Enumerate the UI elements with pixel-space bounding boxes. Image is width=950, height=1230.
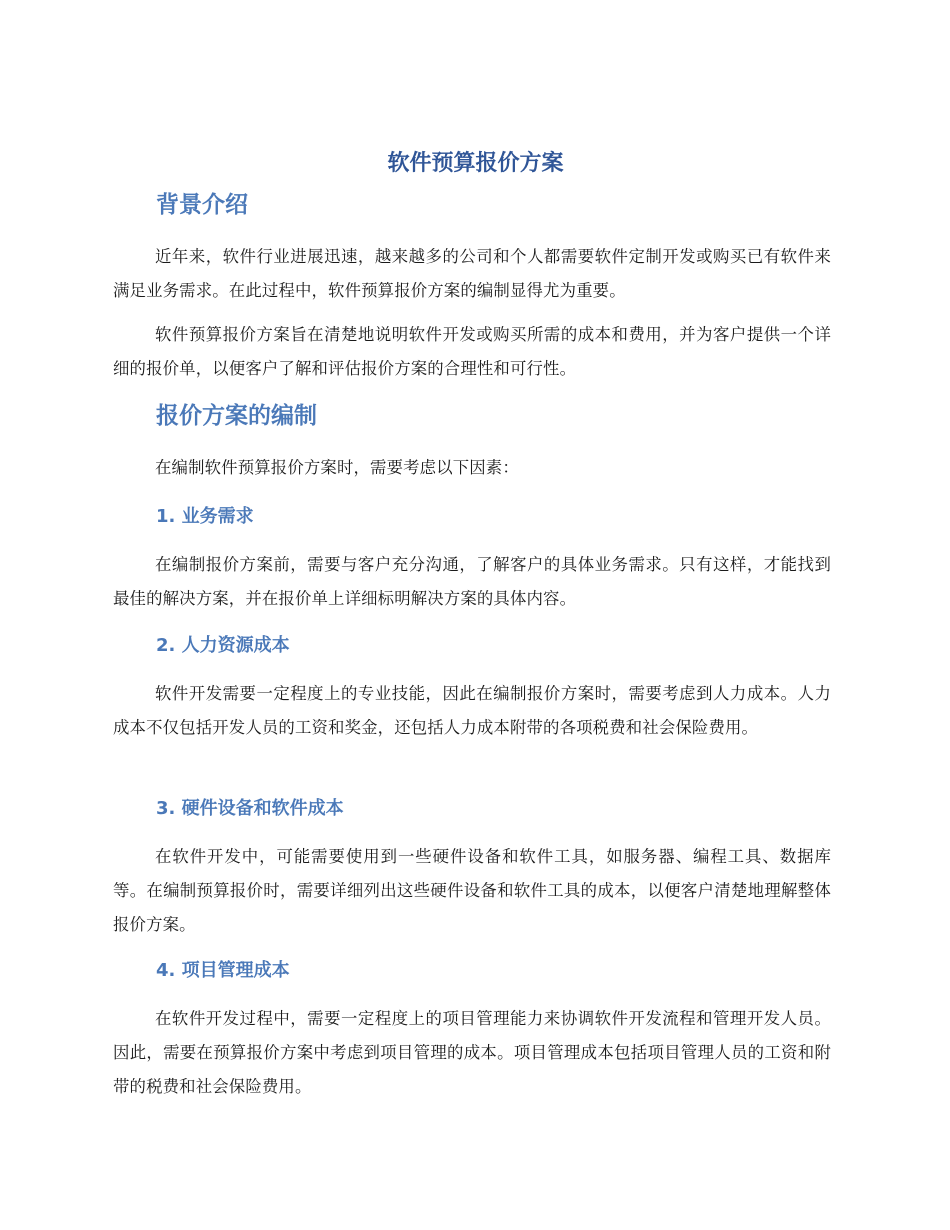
factor-text-hr-cost: 软件开发需要一定程度上的专业技能，因此在编制报价方案时，需要考虑到人力成本。人力成本不仅包括开发人员的工资和奖金，还包括人力成本附带的各项税费和社会保险费用。: [113, 684, 831, 737]
factor-text-hardware-software-cost: 在软件开发中，可能需要使用到一些硬件设备和软件工具，如服务器、编程工具、数据库等。在编制预算报价时，需要详细列出这些硬件设备和软件工具的成本，以便客户清楚地理解整体报价方案。: [113, 847, 831, 934]
section-heading-compilation: 报价方案的编制: [156, 403, 317, 429]
factor-heading-project-management-cost: 4. 项目管理成本: [156, 960, 290, 981]
factor-heading-hardware-software-cost: 3. 硬件设备和软件成本: [156, 798, 344, 819]
factor-text-project-management-cost: 在软件开发过程中，需要一定程度上的项目管理能力来协调软件开发流程和管理开发人员。因此，需要在预算报价方案中考虑到项目管理的成本。项目管理成本包括项目管理人员的工资和附带的税费和社会保险费用。: [113, 1009, 831, 1096]
background-paragraph-2: 软件预算报价方案旨在清楚地说明软件开发或购买所需的成本和费用，并为客户提供一个详细的报价单，以便客户了解和评估报价方案的合理性和可行性。: [113, 325, 831, 378]
document-title: 软件预算报价方案: [387, 151, 564, 176]
compilation-intro: 在编制软件预算报价方案时，需要考虑以下因素：: [155, 458, 519, 477]
section-heading-background: 背景介绍: [156, 192, 248, 218]
factor-heading-hr-cost: 2. 人力资源成本: [156, 635, 290, 656]
factor-heading-business-needs: 1. 业务需求: [156, 506, 254, 527]
background-paragraph-1: 近年来，软件行业进展迅速，越来越多的公司和个人都需要软件定制开发或购买已有软件来满足业务需求。在此过程中，软件预算报价方案的编制显得尤为重要。: [113, 247, 831, 300]
factor-text-business-needs: 在编制报价方案前，需要与客户充分沟通，了解客户的具体业务需求。只有这样，才能找到最佳的解决方案，并在报价单上详细标明解决方案的具体内容。: [113, 555, 831, 608]
